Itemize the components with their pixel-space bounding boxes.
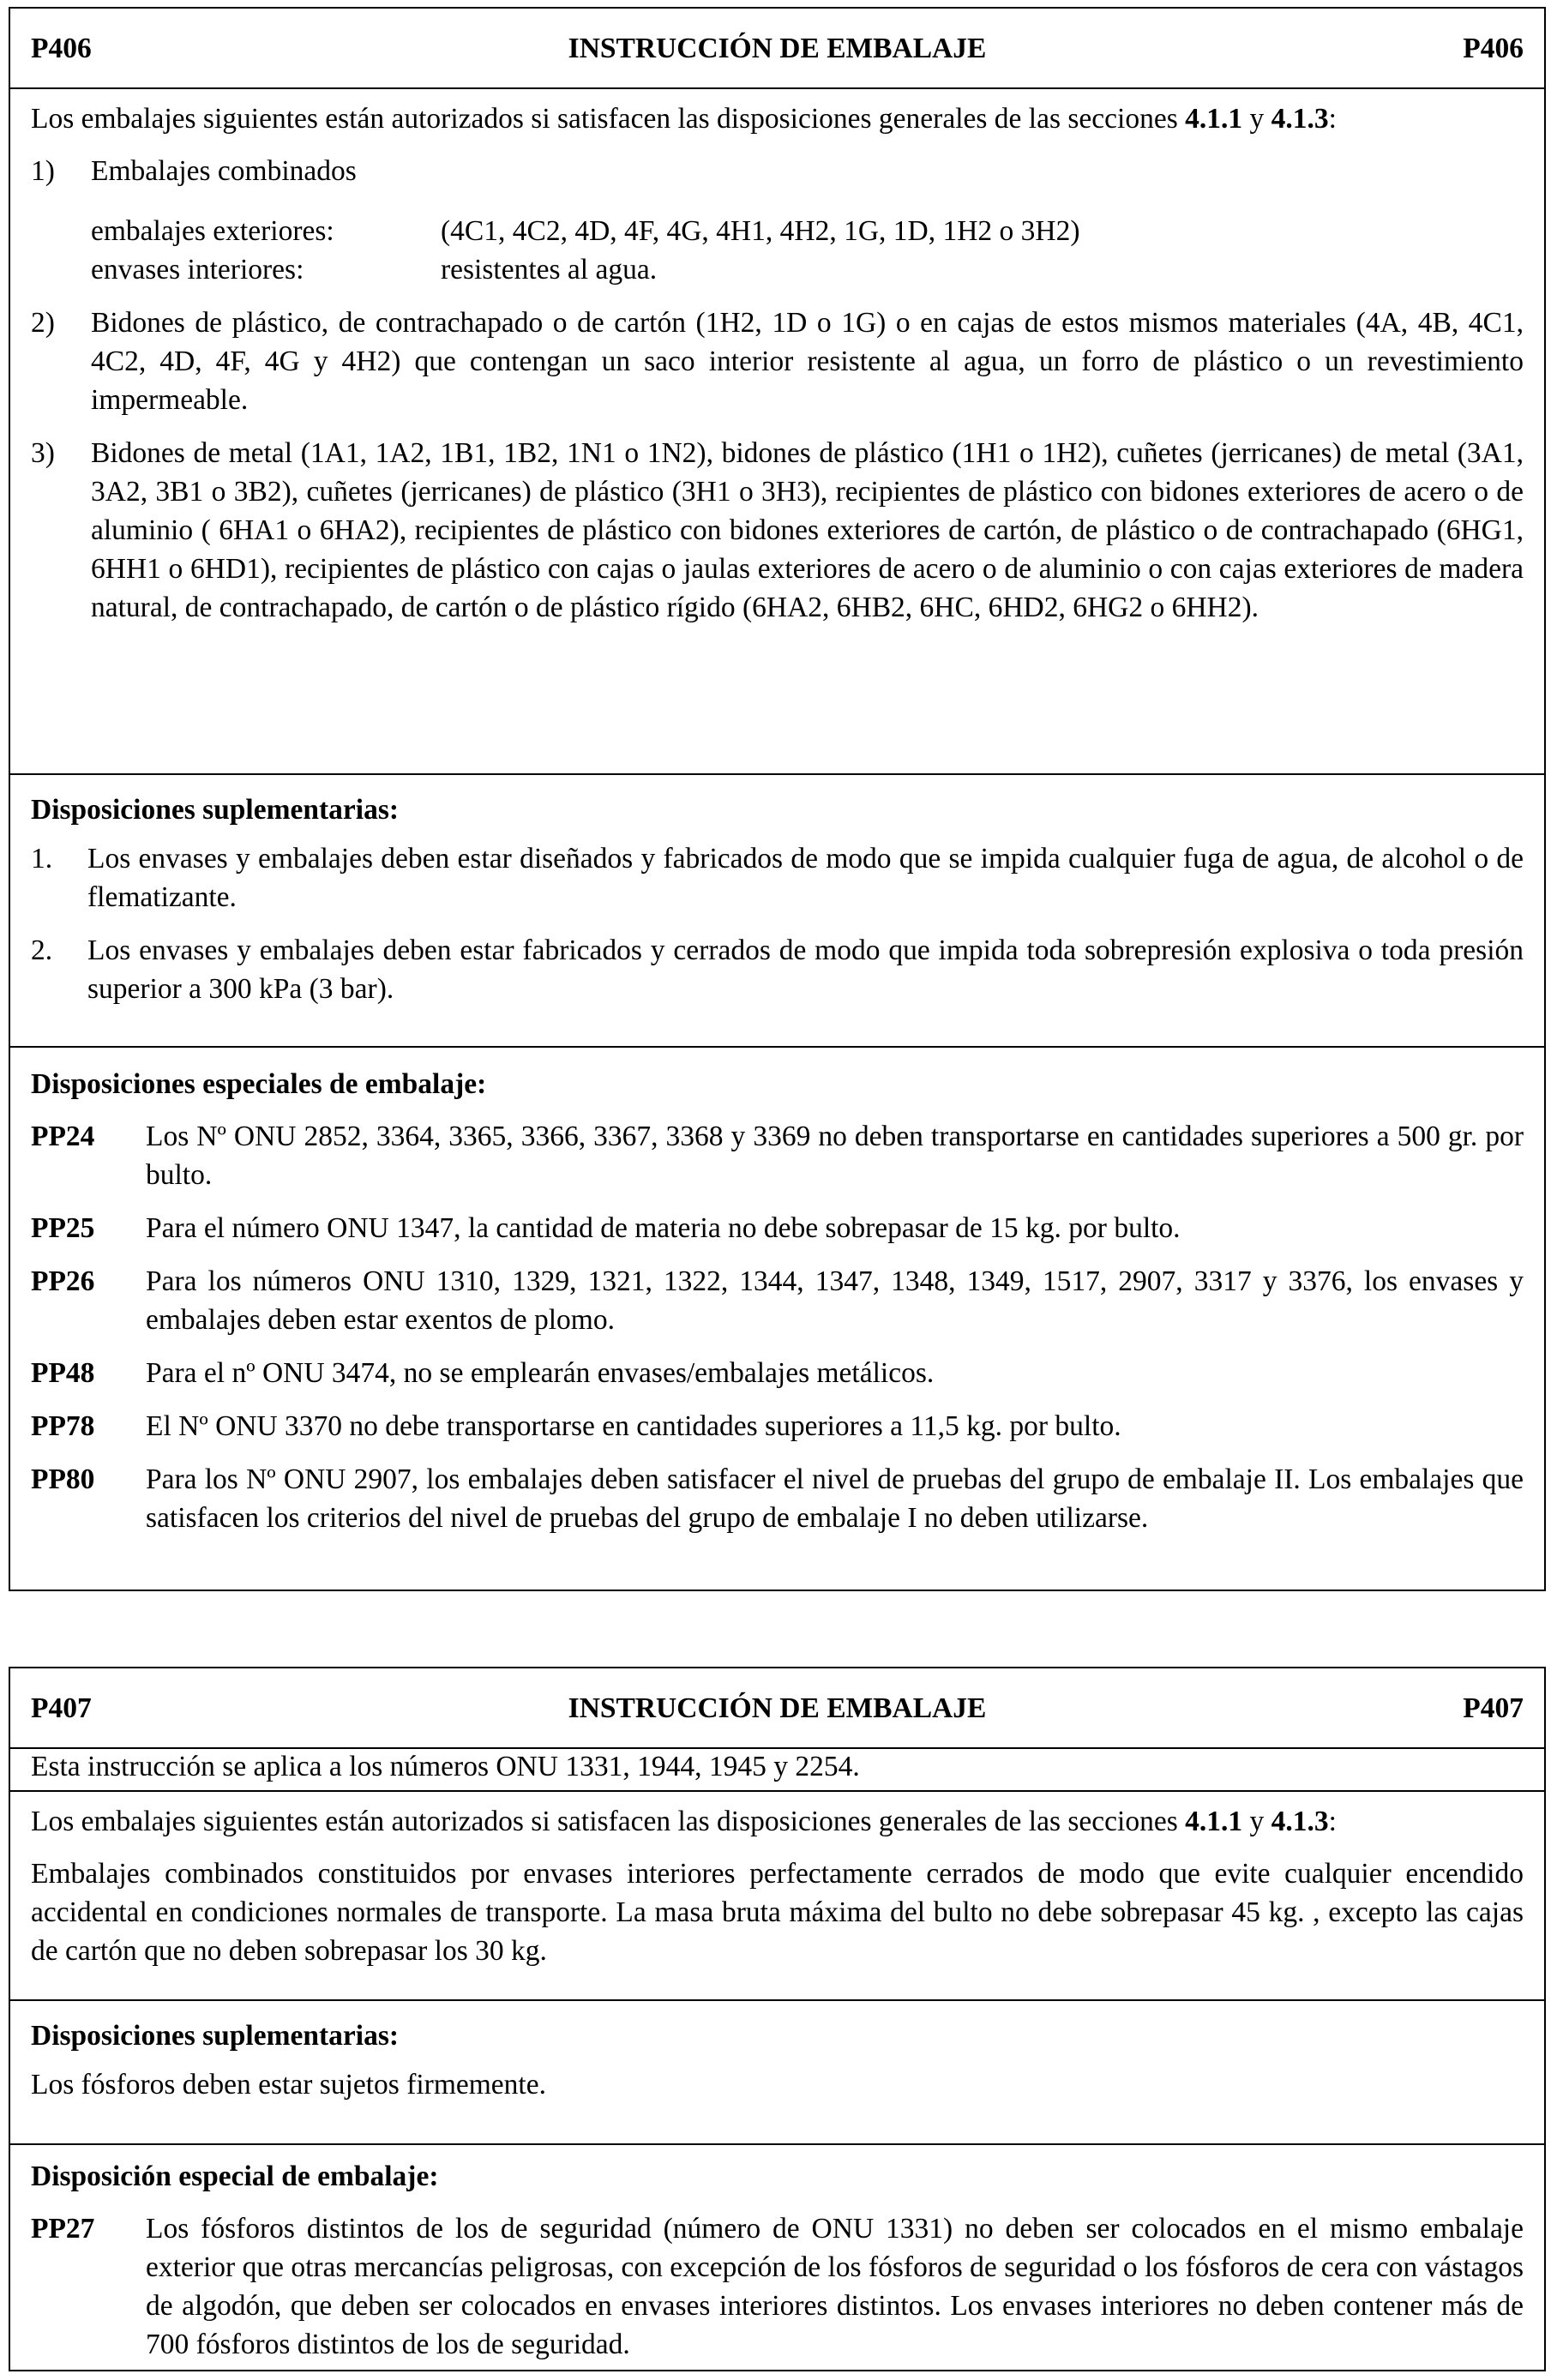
p406-item-1-text: Embalajes combinados (91, 155, 357, 187)
p406-item-2-text: Bidones de plástico, de contrachapado o de cartón (1H2, 1D o 1G) o en cajas de estos mismos materiales (4A, 4B, 4C1, 4C2, 4D, 4F, 4G y 4H2) que contengan un saco interior resistente al agua, un forro de plástico o un revestimiento impermeable. (91, 307, 1524, 416)
pp48-text: Para el nº ONU 3474, no se emplearán envases/embalajes metálicos. (146, 1357, 935, 1389)
pp26-text: Para los números ONU 1310, 1329, 1321, 1322, 1344, 1347, 1348, 1349, 1517, 2907, 3317 y 3376, los envases y embalajes deben estar exentos de plomo. (146, 1265, 1524, 1336)
p407-intro (31, 1802, 1524, 1841)
p406-special-heading: Disposiciones especiales de embalaje: (31, 1068, 487, 1100)
p406-title: INSTRUCCIÓN DE EMBALAJE (568, 32, 987, 64)
packing-instruction-p406 (9, 7, 1546, 1591)
p407-intro-and: y (1242, 1806, 1271, 1837)
p406-item-2-num: 2) (31, 307, 55, 339)
p407-header (10, 1668, 1544, 1749)
pp27-code: PP27 (31, 2213, 95, 2245)
p406-combined-outer (91, 212, 1524, 250)
p407-scope: Esta instrucción se aplica a los números ONU 1331, 1944, 1945 y 2254. (31, 1751, 860, 1782)
p406-supp-2 (31, 931, 1524, 1008)
pp80-text: Para los Nº ONU 2907, los embalajes deben satisfacer el nivel de pruebas del grupo de embalaje II. Los embalajes que satisfacen los criterios del nivel de pruebas del grupo de embalaje I no deben utilizarse. (146, 1463, 1524, 1534)
p406-intro-and: y (1242, 103, 1271, 135)
p406-combined-list (31, 212, 1524, 289)
p406-inner-label: envases interiores: (91, 254, 304, 285)
p406-code-right: P406 (1463, 32, 1524, 64)
packing-instruction-p407 (9, 1667, 1546, 2371)
p406-pp24 (31, 1117, 1524, 1194)
p407-ref-413: 4.1.3 (1271, 1806, 1329, 1837)
p406-pp48 (31, 1354, 1524, 1392)
p406-intro (31, 99, 1524, 138)
p406-inner-value: resistentes al agua. (441, 254, 658, 285)
p406-item-2 (31, 304, 1524, 419)
p406-outer-label: embalajes exteriores: (91, 215, 334, 247)
pp78-code: PP78 (31, 1410, 95, 1442)
p407-ref-411: 4.1.1 (1185, 1806, 1243, 1837)
p406-ref-413: 4.1.3 (1271, 103, 1329, 135)
p406-packagings-section (10, 89, 1544, 775)
pp80-code: PP80 (31, 1463, 95, 1495)
p407-supp-text: Los fósforos deben estar sujetos firmemente. (31, 2069, 546, 2101)
p406-pp25 (31, 1209, 1524, 1247)
pp25-text: Para el número ONU 1347, la cantidad de materia no debe sobrepasar de 15 kg. por bulto. (146, 1212, 1181, 1244)
p406-supp-2-num: 2. (31, 935, 53, 966)
p406-pp80 (31, 1460, 1524, 1537)
p406-special-section (10, 1048, 1544, 1537)
p407-pp27 (31, 2209, 1524, 2364)
p407-code-right: P407 (1463, 1692, 1524, 1724)
pp25-code: PP25 (31, 1212, 95, 1244)
p406-item-3-num: 3) (31, 437, 55, 469)
p406-pp78 (31, 1407, 1524, 1445)
pp26-code: PP26 (31, 1265, 95, 1297)
p407-title: INSTRUCCIÓN DE EMBALAJE (568, 1692, 987, 1724)
p406-supp-2-text: Los envases y embalajes deben estar fabricados y cerrados de modo que impida toda sobrepresión explosiva o toda presión superior a 300 kPa (3 bar). (87, 935, 1524, 1005)
pp78-text: El Nº ONU 3370 no debe transportarse en cantidades superiores a 11,5 kg. por bulto. (146, 1410, 1121, 1442)
p406-item-3-text: Bidones de metal (1A1, 1A2, 1B1, 1B2, 1N1 o 1N2), bidones de plástico (1H1 o 1H2), cuñetes (jerricanes) de metal (3A1, 3A2, 3B1 o 3B2), cuñetes (jerricanes) de plástico (3H1 o 3H3), recipientes de plástico con bidones exteriores de acero o de aluminio ( 6HA1 o 6HA2), recipientes de plástico con bidones exteriores de cartón, de plástico o de contrachapado (6HG1, 6HH1 o 6HD1), recipientes de plástico con cajas o jaulas exteriores de acero o de aluminio o con cajas exteriores de madera natural, de contrachapado, de cartón o de plástico rígido (6HA2, 6HB2, 6HC, 6HD2, 6HG2 o 6HH2). (91, 437, 1524, 623)
p407-body: Embalajes combinados constituidos por envases interiores perfectamente cerrados de modo que evite cualquier encendido accidental en condiciones normales de transporte. La masa bruta máxima del bulto no debe sobrepasar 45 kg. , excepto las cajas de cartón que no deben sobrepasar los 30 kg. (31, 1858, 1524, 1967)
p406-supp-1-num: 1. (31, 843, 53, 874)
p406-pp26 (31, 1262, 1524, 1339)
pp24-code: PP24 (31, 1121, 95, 1152)
p406-intro-colon: : (1328, 103, 1337, 135)
p407-supplementary-section (10, 2001, 1544, 2145)
p406-outer-value: (4C1, 4C2, 4D, 4F, 4G, 4H1, 4H2, 1G, 1D, 1H2 o 3H2) (441, 215, 1080, 247)
p407-intro-colon: : (1328, 1806, 1337, 1837)
p406-ref-411: 4.1.1 (1185, 103, 1243, 135)
p407-code-left: P407 (31, 1692, 92, 1724)
p407-supp-heading: Disposiciones suplementarias: (31, 2020, 400, 2052)
p406-header (10, 9, 1544, 89)
p407-special-heading: Disposición especial de embalaje: (31, 2161, 439, 2192)
p406-item-1 (31, 152, 1524, 190)
p406-supp-heading: Disposiciones suplementarias: (31, 794, 400, 826)
p407-special-section (10, 2145, 1544, 2364)
p406-intro-text: Los embalajes siguientes están autorizados si satisfacen las disposiciones generales de las secciones (31, 103, 1186, 135)
p407-intro-text: Los embalajes siguientes están autorizados si satisfacen las disposiciones generales de las secciones (31, 1806, 1186, 1837)
p406-supp-1 (31, 839, 1524, 917)
pp48-code: PP48 (31, 1357, 95, 1389)
p406-code-left: P406 (31, 32, 92, 64)
pp24-text: Los Nº ONU 2852, 3364, 3365, 3366, 3367, 3368 y 3369 no deben transportarse en cantidades superiores a 500 gr. por bulto. (146, 1121, 1524, 1191)
p406-combined-inner (91, 250, 1524, 289)
pp27-text: Los fósforos distintos de los de seguridad (número de ONU 1331) no deben ser colocados en el mismo embalaje exterior que otras mercancías peligrosas, con excepción de los fósforos de seguridad o los fósforos de cera con vástagos de algodón, que deben ser colocados en envases interiores distintos. Los envases interiores no deben contener más de 700 fósforos distintos de los de seguridad. (146, 2213, 1524, 2360)
p406-supplementary-section (10, 775, 1544, 1048)
p407-packagings-section (10, 1792, 1544, 2001)
p406-item-3 (31, 434, 1524, 627)
p407-scope-section (10, 1749, 1544, 1792)
p406-item-1-num: 1) (31, 155, 55, 187)
p406-supp-1-text: Los envases y embalajes deben estar diseñados y fabricados de modo que se impida cualquier fuga de agua, de alcohol o de flematizante. (87, 843, 1524, 913)
